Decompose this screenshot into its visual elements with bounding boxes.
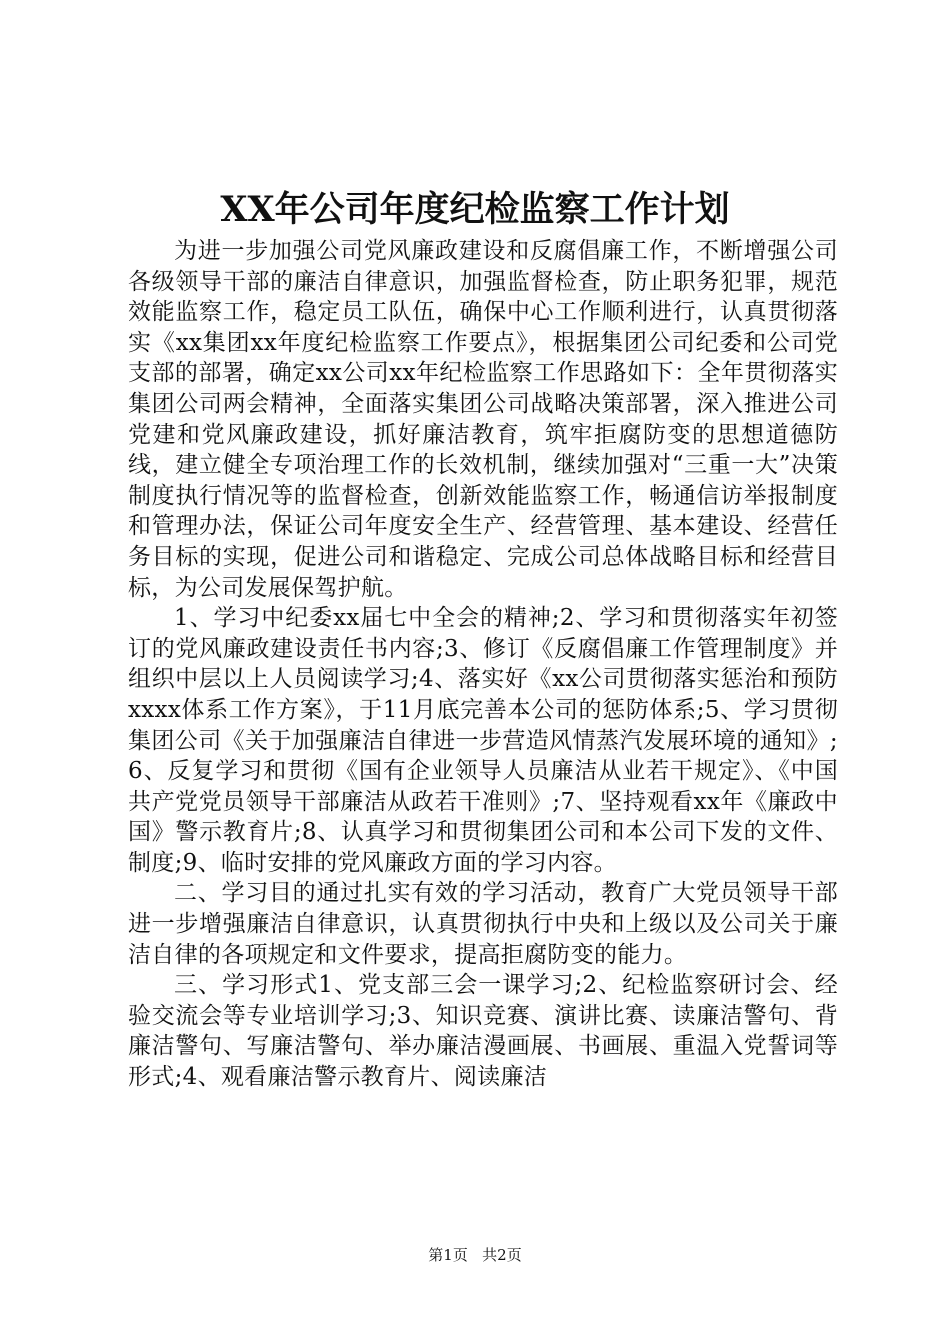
- page-footer: [0, 1245, 950, 1265]
- paragraph-study-form: 三、学习形式1、党支部三会一课学习;2、纪检监察研讨会、经验交流会等专业培训学习;3、知识竞赛、演讲比赛、读廉洁警句、背廉洁警句、写廉洁警句、举办廉洁漫画展、书画展、重温入党誓词等形式;4、观看廉洁警示教育片、阅读廉洁: [128, 972, 838, 1091]
- paragraph-study-purpose: 二、学习目的通过扎实有效的学习活动，教育广大党员领导干部进一步增强廉洁自律意识，认真贯彻执行中央和上级以及公司关于廉洁自律的各项规定和文件要求，提高拒腐防变的能力。: [128, 880, 838, 968]
- page-total: 共2页: [482, 1246, 522, 1264]
- paragraph-study-content: 1、学习中纪委xx届七中全会的精神;2、学习和贯彻落实年初签订的党风廉政建设责任书内容;3、修订《反腐倡廉工作管理制度》并组织中层以上人员阅读学习;4、落实好《xx公司贯彻落实惩治和预防xxxx体系工作方案》，于11月底完善本公司的惩防体系;5、学习贯彻集团公司《关于加强廉洁自律进一步营造风情蒸汽发展环境的通知》;6、反复学习和贯彻《国有企业领导人员廉洁从业若干规定》、《中国共产党党员领导干部廉洁从政若干准则》;7、坚持观看xx年《廉政中国》警示教育片;8、认真学习和贯彻集团公司和本公司下发的文件、制度;9、临时安排的党风廉政方面的学习内容。: [128, 605, 838, 876]
- paragraph-intro: 为进一步加强公司党风廉政建设和反腐倡廉工作，不断增强公司各级领导干部的廉洁自律意识，加强监督检查，防止职务犯罪，规范效能监察工作，稳定员工队伍，确保中心工作顺利进行，认真贯彻落实《xx集团xx年度纪检监察工作要点》，根据集团公司纪委和公司党支部的部署，确定xx公司xx年纪检监察工作思路如下：全年贯彻落实集团公司两会精神，全面落实集团公司战略决策部署，深入推进公司党建和党风廉政建设，抓好廉洁教育，筑牢拒腐防变的思想道德防线，建立健全专项治理工作的长效机制，继续加强对“三重一大”决策制度执行情况等的监督检查，创新效能监察工作，畅通信访举报制度和管理办法，保证公司年度安全生产、经营管理、基本建设、经营任务目标的实现，促进公司和谐稳定、完成公司总体战略目标和经营目标，为公司发展保驾护航。: [128, 238, 838, 601]
- document-title: XX年公司年度纪检监察工作计划: [220, 189, 730, 230]
- page-separator: [473, 1246, 478, 1264]
- page-number: 第1页: [428, 1246, 468, 1264]
- document-body: [128, 236, 838, 1093]
